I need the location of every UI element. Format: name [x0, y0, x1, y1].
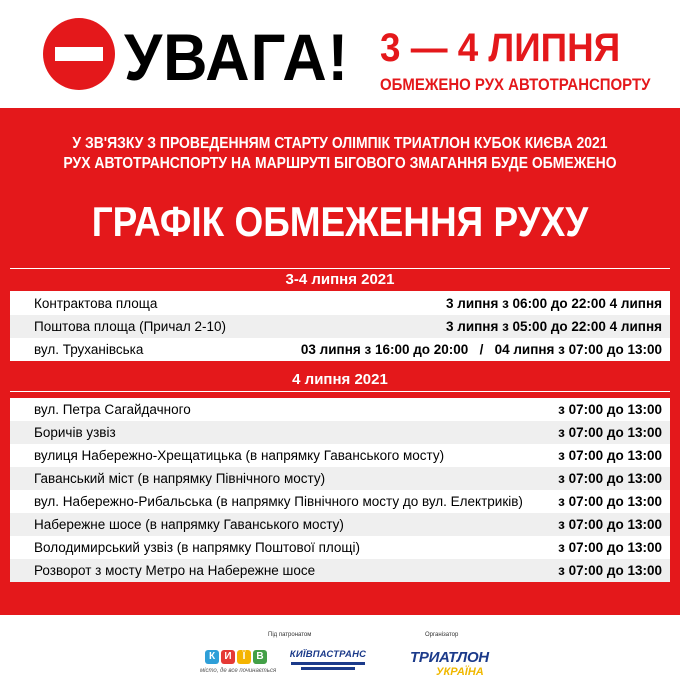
patronage-label: Під патронатом	[268, 632, 312, 638]
row-time: з 07:00 до 13:00	[558, 540, 662, 555]
ukraine-logo-text: УКРАЇНА	[436, 666, 484, 678]
triathlon-logo-text: ТРИАТЛОН	[410, 649, 489, 666]
event-dates: 3 — 4 ЛИПНЯ	[380, 26, 621, 70]
row-place: вул. Петра Сагайдачного	[34, 402, 191, 417]
row-time: з 07:00 до 13:00	[558, 471, 662, 486]
section-header-3-4-july: 3-4 липня 2021	[285, 271, 395, 288]
triathlon-ukraine-logo	[410, 650, 489, 678]
schedule-table	[10, 268, 670, 582]
row-place: Володимирський узвіз (в напрямку Поштової площі)	[34, 540, 361, 555]
table-row	[10, 315, 670, 338]
table-row	[10, 467, 670, 490]
kyiv-logo-letter: И	[221, 650, 235, 664]
kyivpastrans-logo	[283, 649, 373, 675]
row-place: Набережне шосе (в напрямку Гаванського мосту)	[34, 517, 344, 532]
row-time: з 07:00 до 13:00	[558, 448, 662, 463]
intro-text	[0, 134, 680, 174]
row-place: вул. Набережно-Рибальська (в напрямку Північного мосту до вул. Електриків)	[34, 494, 523, 509]
kyiv-logo	[205, 650, 267, 664]
row-time: з 07:00 до 13:00	[558, 402, 662, 417]
row-time: з 07:00 до 13:00	[558, 494, 662, 509]
intro-line-1: У ЗВ'ЯЗКУ З ПРОВЕДЕННЯМ СТАРТУ ОЛІМПІК ТРИАТЛОН КУБОК КИЄВА 2021	[72, 135, 608, 152]
row-place: Поштова площа (Причал 2-10)	[34, 319, 227, 334]
table-row	[10, 398, 670, 421]
kyiv-logo-letter: Ї	[237, 650, 251, 664]
table-row	[10, 421, 670, 444]
organizer-label: Організатор	[425, 632, 459, 638]
row-place: вулиця Набережно-Хрещатицька (в напрямку Гаванського мосту)	[34, 448, 445, 463]
table-row	[10, 490, 670, 513]
row-place: Гаванський міст (в напрямку Північного мосту)	[34, 471, 326, 486]
row-time: з 07:00 до 13:00	[558, 517, 662, 532]
restriction-subtitle: ОБМЕЖЕНО РУХ АВТОТРАНСПОРТУ	[380, 75, 651, 94]
row-place: Боричів узвіз	[34, 425, 116, 440]
row-time: з 07:00 до 13:00	[558, 563, 662, 578]
row-time: 03 липня з 16:00 до 20:00 / 04 липня з 07:00 до 13:00	[300, 342, 662, 357]
row-place: Розворот з мосту Метро на Набережне шосе	[34, 563, 316, 578]
table-row	[10, 292, 670, 315]
kyiv-logo-letter: К	[205, 650, 219, 664]
table-row	[10, 444, 670, 467]
table-row	[10, 559, 670, 582]
row-time: 3 липня з 06:00 до 22:00 4 липня	[446, 296, 662, 311]
warning-title: УВАГА!	[124, 20, 350, 94]
table-row	[10, 513, 670, 536]
kyiv-logo-letter: В	[253, 650, 267, 664]
kyiv-tagline: місто, де все починається	[200, 668, 277, 674]
intro-line-2: РУХ АВТОТРАНСПОРТУ НА МАРШРУТІ БІГОВОГО ЗМАГАННЯ БУДЕ ОБМЕЖЕНО	[63, 155, 617, 172]
kyivpastrans-logo-text: КИЇВПАСТРАНС	[289, 649, 367, 660]
row-time: з 07:00 до 13:00	[558, 425, 662, 440]
row-time: 3 липня з 05:00 до 22:00 4 липня	[446, 319, 662, 334]
row-place: Контрактова площа	[34, 296, 158, 311]
header	[0, 0, 680, 108]
row-place: вул. Труханівська	[34, 342, 144, 357]
section-header-4-july: 4 липня 2021	[292, 371, 388, 388]
no-entry-icon	[43, 18, 115, 90]
table-row	[10, 536, 670, 559]
schedule-title: ГРАФІК ОБМЕЖЕННЯ РУХУ	[91, 198, 589, 245]
table-row	[10, 338, 670, 361]
